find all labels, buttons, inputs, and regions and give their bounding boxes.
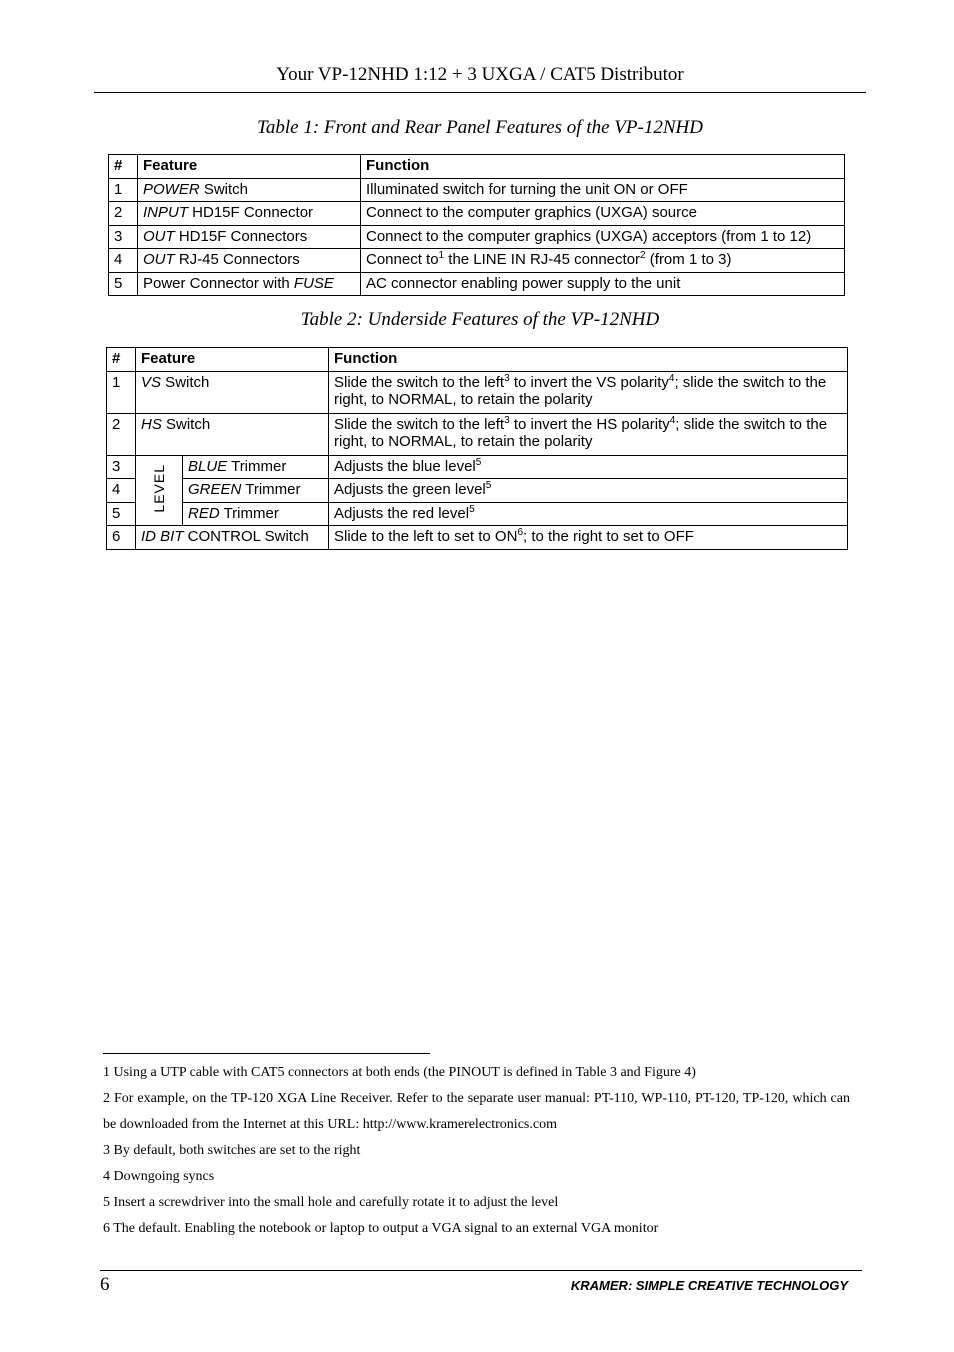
row-feature: BLUE Trimmer [183,455,329,479]
row-num: 1 [107,371,136,413]
footnote-1: 1 Using a UTP cable with CAT5 connectors at both ends (the PINOUT is defined in Table 3 and Figure 4) [103,1065,696,1080]
row-function: Illuminated switch for turning the unit ON or OFF [361,178,845,202]
row-feature: GREEN Trimmer [183,479,329,503]
header-num: # [109,155,138,179]
row-function: Slide to the left to set to $ON^6$; to the right to set to OFF [329,526,848,550]
header-num: # [107,348,136,372]
table-row [109,249,845,273]
footer-rule [100,1270,862,1271]
row-num: 4 [109,249,138,273]
footnote-2: 2 For example, on the TP-120 XGA Line Receiver. Refer to the separate user manual: PT-110, WP-110, PT-120, TP-120, which can be downloaded from the Internet at this URL: http://www.kramerelectronics.com [103,1091,850,1132]
row-num: 4 [107,479,136,503]
row-num: 3 [109,225,138,249]
table-header-row [109,155,845,179]
footnote-3: 3 By default, both switches are set to the right [103,1143,361,1158]
table-row [107,371,848,413]
row-num: 2 [109,202,138,226]
table-header-row [107,348,848,372]
header-feature: Feature [136,348,329,372]
row-feature: POWER Switch [138,178,361,202]
row-function: Connect $to^1$ the LINE IN RJ-45 connector$^2$ (from 1 to 3) [361,249,845,273]
row-num: 5 [109,272,138,296]
table-row [109,272,845,296]
table-row [107,526,848,550]
table-row [109,225,845,249]
table-row [107,479,848,503]
row-feature: RED Trimmer [183,502,329,526]
underside-features-table [106,347,848,550]
table-row [107,455,848,479]
row-num: 3 [107,455,136,479]
row-function: Connect to the computer graphics (UXGA) source [361,202,845,226]
row-function: Adjusts the green level$^5$ [329,479,848,503]
level-group-label: LEVEL [136,455,183,526]
table-row [107,502,848,526]
row-feature: VS Switch [136,371,329,413]
table-row [107,413,848,455]
front-rear-features-table [108,154,845,296]
table2-caption: Table 2: Underside Features of the VP-12NHD [300,309,660,330]
row-feature: INPUT HD15F Connector [138,202,361,226]
row-feature: HS Switch [136,413,329,455]
footnote-separator [103,1053,430,1054]
row-function: Adjusts the blue level$^5$ [329,455,848,479]
row-num: 5 [107,502,136,526]
row-function: Adjusts the red level$^5$ [329,502,848,526]
footer-brand: KRAMER: SIMPLE CREATIVE TECHNOLOGY [570,1278,848,1293]
table-row [109,202,845,226]
row-num: 6 [107,526,136,550]
table1-caption: Table 1: Front and Rear Panel Features of the VP-12NHD [257,117,703,138]
row-num: 2 [107,413,136,455]
row-function: Slide the switch to the left$^3$ to invert the VS polarity$^4$; slide the switch to the right, to NORMAL, to retain the polarity [329,371,848,413]
page-number: 6 [100,1274,110,1295]
header-function: Function [329,348,848,372]
footnote-5: 5 Insert a screwdriver into the small hole and carefully rotate it to adjust the level [103,1195,559,1210]
header-function: Function [361,155,845,179]
row-function: Connect to the computer graphics (UXGA) acceptors (from 1 to 12) [361,225,845,249]
row-function: AC connector enabling power supply to the unit [361,272,845,296]
header-feature: Feature [138,155,361,179]
footnote-6: 6 The default. Enabling the notebook or laptop to output a VGA signal to an external VGA monitor [103,1221,659,1236]
row-function: Slide the switch to the left$^3$ to invert the HS polarity$^4$; slide the switch to the right, to NORMAL, to retain the polarity [329,413,848,455]
table-row [109,178,845,202]
row-feature: ID BIT CONTROL Switch [136,526,329,550]
row-feature: OUT RJ-45 Connectors [138,249,361,273]
footnotes [103,1060,850,1242]
row-feature: Power Connector with FUSE [138,272,361,296]
row-num: 1 [109,178,138,202]
row-feature: OUT HD15F Connectors [138,225,361,249]
running-header: Your VP-12NHD 1:12 + 3 UXGA / CAT5 Distributor [94,64,866,93]
footnote-4: 4 Downgoing syncs [103,1169,215,1184]
